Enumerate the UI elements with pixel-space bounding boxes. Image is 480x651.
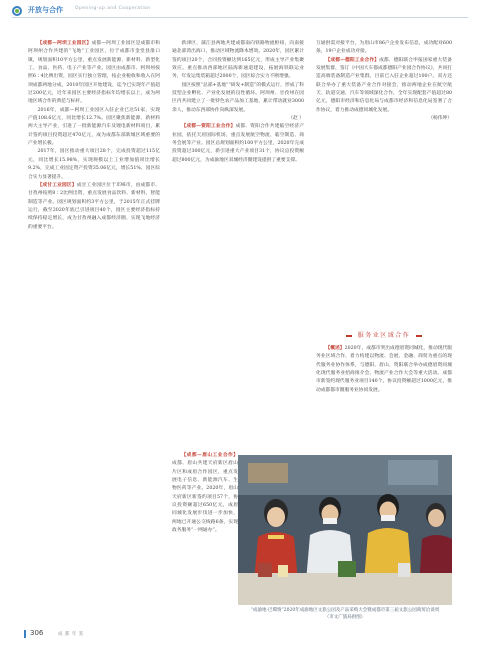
footer-marker bbox=[24, 630, 26, 638]
paragraph-text: 2020年，成都市突出成德眉资同城化，推动现代服务业区域合作，着力构建以物流、会展、金融、商贸为重点的现代服务业协作体系，与德阳、眉山、资阳联合举办成德眉资同城化现代服务业招商推介会、物流产业合作大会等重大活动。成都市新签约现代服务业项目140个，协议投资额超过1000亿元，推动成都都市圈服务业协同发展。 bbox=[316, 346, 452, 393]
page-header bbox=[0, 0, 480, 26]
section-title: 开放与合作 bbox=[28, 6, 63, 14]
event-photo bbox=[238, 455, 452, 605]
photo-illustration bbox=[238, 455, 452, 605]
section-logo-icon bbox=[12, 6, 22, 16]
paragraph-text: 成都、德阳联合申报国家重大装备发展集群，签订《中国大车都成都德阳产业园合作协议》，共同打造高端装备制造产业集群，目前已入驻企业超过100户。双方还联合举办了重大装备产业合作对接会，推动两地企业在航空航天、轨道交通、汽车等领域深化合作，全年实现配套产值超过80亿元，德阳市经济和信息化局与成都市经济和信息化局签署了合作协议，着力推动成德同城化发展。 bbox=[316, 57, 452, 113]
section-label: 【成都—眉山工业合作】 bbox=[181, 453, 238, 458]
paragraph: 园区按照“总部+基地”“研发+制造”的模式运行，形成了科技型企业孵化、产业化发展的良性循环。阿坝州、甘孜州在园区内共同建立了一批特色农产品加工基地，累计带动就业3000余人，推动东西部协作向纵深发展。 bbox=[172, 82, 304, 113]
paragraph: 2017年，园区推动重大项目28个，完成投资超过115亿元，同比增长15.98%，实现规模以上工业增加值同比增长9.2%，完成工业固定资产投资35.06亿元，增长51%，园区综合实力显著提升。 bbox=[28, 149, 160, 180]
text-column-3 bbox=[316, 40, 452, 123]
ornament-left-icon bbox=[346, 335, 352, 337]
author-credit: （杨伟坤） bbox=[428, 116, 452, 122]
paragraph-chengdu-deyang bbox=[316, 57, 452, 115]
ornament-right-icon bbox=[416, 335, 422, 337]
section-label: 【成都—资阳工业合作】 bbox=[181, 124, 236, 130]
section-subtitle: Opening-up and Cooperation bbox=[75, 6, 151, 11]
author-credit: （赵 ） bbox=[288, 116, 304, 122]
caption-line-2: （市文广旅局供图） bbox=[324, 615, 366, 620]
paragraph-chengdu-aba bbox=[28, 40, 160, 107]
paragraph-text: 成都、眉山共建天府新区眉山片区和成眉合作园区，重点发展电子信息、新能源汽车、生物医药等产业。2020年，眉山天府新区新签约项目57个，协议投资额超过650亿元，成眉同城化发展步伐进一步加快，两地已开通公交线路6条，实现政务服务“一网通办”。 bbox=[172, 461, 238, 534]
section-label: 【成甘工业园区】 bbox=[37, 182, 77, 188]
paragraph-chengdu-ziyang bbox=[172, 123, 304, 165]
paragraph: 2016年，成都—阿坝工业园区入驻企业已达51家，实现产值108.6亿元，同比增长12.7%。园区聚焦新能源、新材料两大主导产业，引进了一批新能源汽车及锂电新材料项目，累计签约项目投资超过470亿元，成为成都东部新城区域重要的产业增长极。 bbox=[28, 107, 160, 147]
header-divider bbox=[12, 17, 468, 18]
paragraph-chengdu-ganzi bbox=[28, 182, 160, 232]
paragraph-text: 成都—阿坝工业园区是成都市和阿坝州合作共建的“飞地”工业园区，位于成都市金堂县淮口镇，规划面积10平方公里，重点发展新能源、新材料、新型化工、食品、医药、电子产业等产业。园区由成都市、阿坝州按照6∶4比例出资，园区实行独立管理，按企业税收和收入在阿坝成都两地分成，2010年园区开始建设，迄今已实现年产值超过200亿元，近年来园区主要经济指标年均增长以上，成为两地区域合作的典范与标杆。 bbox=[28, 41, 160, 105]
paragraph: 新津区、蒲江县两地共建成都南向铁路物流枢纽，向南接通北部湾出海口，推动区域物流降本增效。2020年，园区累计签约项目20个，合同投资额达到165亿元，形成主导产业集聚效应。重点推动西部地区陆海新通道建设，拓展海铁联运业务，年发运集装箱超过2000个，园区综合实力不断增强。 bbox=[172, 41, 304, 80]
text-column-2 bbox=[172, 40, 304, 165]
text-column-1 bbox=[28, 40, 160, 232]
paragraph-text: 成都、资阳合作共建临空经济产业园，依托天府国际机场，重点发展航空物流、临空制造、商务会展等产业。园区总规划面积约100平方公里，2020年完成投资超过300亿元，新引进重大产业项目31个，协议总投资额超过800亿元，为成渝地区双城经济圈建设提供了重要支撑。 bbox=[172, 124, 304, 163]
section-label: 【概述】 bbox=[325, 346, 345, 351]
text-column-3-lower bbox=[316, 345, 452, 395]
paragraph-overview bbox=[316, 345, 452, 395]
section-label: 【成都—阿坝工业园区】 bbox=[37, 41, 92, 46]
caption-line-1: “成渝地·巴蜀情”2020年成渝地区文旅公园及产品采购大会暨成都市第三届文旅公园商贸洽谈周 bbox=[250, 608, 440, 613]
section-heading-text: 服务业区域合作 bbox=[357, 332, 411, 339]
photo-caption bbox=[238, 607, 452, 621]
text-column-2-lower bbox=[172, 452, 238, 535]
paragraph: 互通供需对接平台，为眉山市86户企业发布信息，成功配对600条，19户企业成功对接。 bbox=[316, 41, 452, 55]
page-number: 306 bbox=[30, 629, 44, 637]
publication-name: 成 都 年 鉴 bbox=[58, 632, 84, 637]
paragraph-chengdu-meishan bbox=[172, 452, 238, 535]
section-label: 【成都—德阳工业合作】 bbox=[325, 57, 380, 63]
section-heading bbox=[316, 330, 452, 339]
paragraph-text: 成甘工业园区位于邛崃市，由成都市、甘孜州按照8∶2比例出资，重点发展食品饮料、新材料、智能制造等产业。园区规划面积约3平方公里，于2015年正式挂牌运行，截至2020年底已引进项目40个，园区主要经济指标持续保持稳定增长，成为甘孜州融入成都经济圈、实现飞地经济的重要平台。 bbox=[28, 182, 160, 230]
